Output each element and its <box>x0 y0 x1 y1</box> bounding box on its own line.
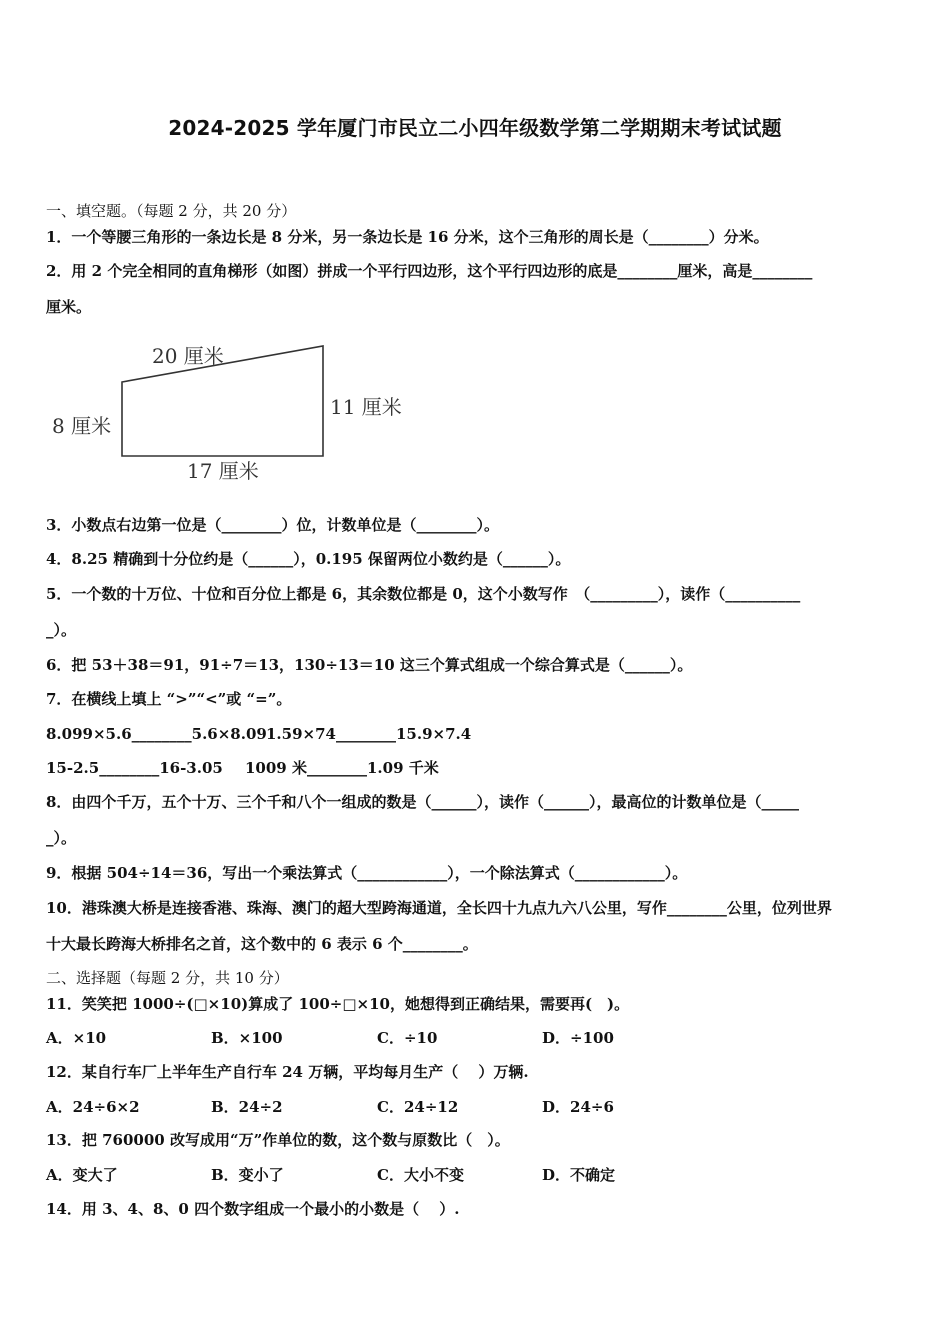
question-6: 6．把 53＋38＝91，91÷7＝13，130÷13＝10 这三个算式组成一个综合算式是（______）。 <box>46 656 693 674</box>
question-13-option-d: D．不确定 <box>542 1166 616 1184</box>
question-11-option-a: A．×10 <box>46 1029 107 1047</box>
question-5-line-1: 5．一个数的十万位、十位和百分位上都是 6，其余数位都是 0，这个小数写作 （_________），读作（__________ <box>46 585 801 603</box>
question-3: 3．小数点右边第一位是（________）位，计数单位是（________）。 <box>46 516 499 534</box>
question-8-line-1: 8．由四个千万，五个十万、三个千和八个一组成的数是（______），读作（______），最高位的计数单位是（_____ <box>46 793 799 811</box>
question-2-line-2: 厘米。 <box>46 298 92 316</box>
question-7-item-3: 15-2.5________16-3.05 <box>46 759 223 777</box>
question-11-option-b: B．×100 <box>211 1029 283 1047</box>
question-13-option-c: C．大小不变 <box>377 1166 464 1184</box>
question-14: 14．用 3、4、8、0 四个数字组成一个最小的小数是（ ）. <box>46 1200 460 1218</box>
question-12-option-b: B．24÷2 <box>211 1098 283 1116</box>
figure-label-left: 8 厘米 <box>52 414 112 438</box>
trapezoid-figure <box>40 330 420 490</box>
question-8-line-2: _）。 <box>46 829 77 847</box>
question-13: 13．把 760000 改写成用“万”作单位的数，这个数与原数比（ ）。 <box>46 1131 510 1149</box>
question-10-line-2: 十大最长跨海大桥排名之首，这个数中的 6 表示 6 个________。 <box>46 935 478 953</box>
question-1: 1．一个等腰三角形的一条边长是 8 分米，另一条边长是 16 分米，这个三角形的周长是（________）分米。 <box>46 228 769 246</box>
question-7-item-2: 1.59×74________15.9×7.4 <box>266 725 472 743</box>
figure-label-top: 20 厘米 <box>152 344 224 368</box>
question-2-line-1: 2．用 2 个完全相同的直角梯形（如图）拼成一个平行四边形，这个平行四边形的底是________厘米，高是________ <box>46 262 813 280</box>
question-7-item-1: 8.099×5.6________5.6×8.09 <box>46 725 267 743</box>
question-12-option-d: D．24÷6 <box>542 1098 614 1116</box>
question-12: 12．某自行车厂上半年生产自行车 24 万辆，平均每月生产（ ）万辆. <box>46 1063 529 1081</box>
page-title: 2024-2025 学年厦门市民立二小四年级数学第二学期期末考试试题 <box>168 116 782 140</box>
figure-label-right: 11 厘米 <box>330 395 402 419</box>
figure-label-bottom: 17 厘米 <box>187 459 259 483</box>
question-11: 11．笑笑把 1000÷(□×10)算成了 100÷□×10，她想得到正确结果，需要再( )。 <box>46 995 630 1013</box>
question-5-line-2: _）。 <box>46 621 77 639</box>
question-4: 4．8.25 精确到十分位约是（______），0.195 保留两位小数约是（______）。 <box>46 550 571 568</box>
question-11-option-d: D．÷100 <box>542 1029 614 1047</box>
question-10-line-1: 10．港珠澳大桥是连接香港、珠海、澳门的超大型跨海通道，全长四十九点九六八公里，写作________公里，位列世界 <box>46 899 832 917</box>
question-11-option-c: C．÷10 <box>377 1029 438 1047</box>
question-13-option-b: B．变小了 <box>211 1166 284 1184</box>
question-13-option-a: A．变大了 <box>46 1166 118 1184</box>
section-heading-choice: 二、选择题（每题 2 分，共 10 分） <box>46 969 289 987</box>
question-7: 7．在横线上填上 “>”“<”或 “=”。 <box>46 690 292 708</box>
question-12-option-c: C．24÷12 <box>377 1098 459 1116</box>
question-7-item-4: 1009 米________1.09 千米 <box>245 759 439 777</box>
question-9: 9．根据 504÷14＝36，写出一个乘法算式（____________），一个除法算式（____________）。 <box>46 864 688 882</box>
section-heading-fill-in: 一、填空题。（每题 2 分，共 20 分） <box>46 202 297 220</box>
question-12-option-a: A．24÷6×2 <box>46 1098 140 1116</box>
